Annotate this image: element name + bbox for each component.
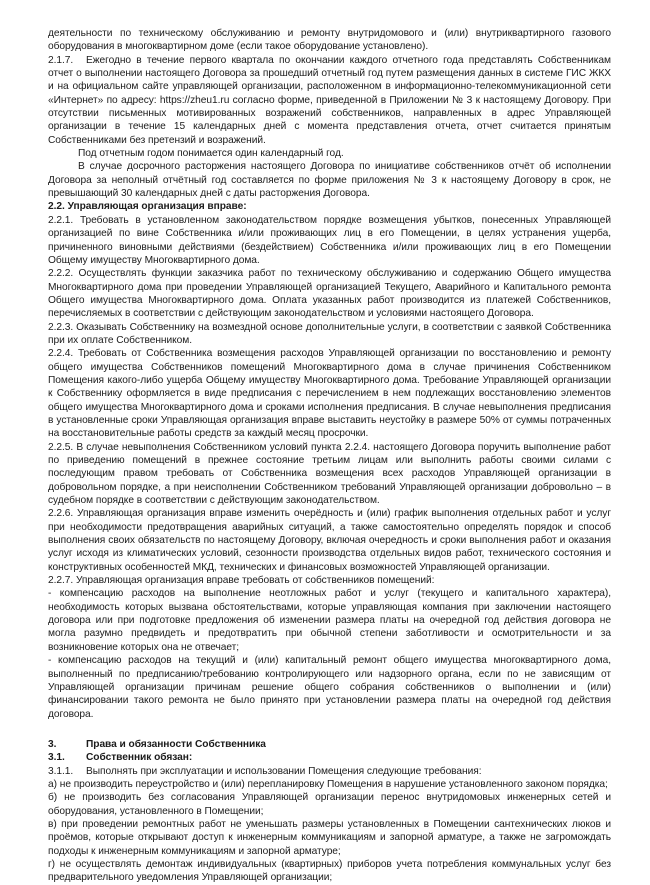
requirement-item-a: а) не производить переустройство и (или) перепланировку Помещения в нарушение установленного законом порядка; (48, 778, 608, 790)
requirement-item-v: в) при проведении ремонтных работ не уменьшать размеры установленных в Помещении сантехнических люков и проёмов, которые открывают доступ к инженерным коммуникациям и запорной арматуре, а также не загромождать подходы к инженерным коммуникациям и запорной арматуре; (48, 818, 611, 857)
clause-2-2-6: 2.2.6. Управляющая организация вправе изменить очерёдность и (или) график выполнения отдельных работ и услуг при необходимости предотвращения аварийных ситуаций, а также самостоятельно определять порядок и способ выполнения своих обязательств по настоящему Договору, включая очередность и сроки выполнения работ и оказания услуг исходя из климатических условий, сезонности производства отдельных видов работ, технического состояния и конструктивных особенностей МКД, технических и финансовых возможностей Управляющей организации. (48, 508, 611, 573)
clause-number: 2.1.7. (48, 54, 74, 66)
section-3-1-heading (48, 751, 611, 764)
requirement-item-b: б) не производить без согласования Управляющей организации перенос внутридомовых инженерных сетей и оборудования, установленного в Помещении; (48, 792, 611, 817)
clause-2-2-7-item: - компенсацию расходов на выполнение неотложных работ и услуг (текущего и капитального характера), необходимость которых вызвана обстоятельствами, которые управляющая компания при заключении настоящего договора или при подготовке предложения об изменении размера платы на очередной год действия договора не могла разумно предвидеть и предотвратить при обычной степени заботливости и осмотрительности и за возникновение которых она не отвечает; (48, 588, 611, 653)
section-2-2-heading: 2.2. Управляющая организация вправе: (48, 201, 247, 213)
requirement-item-g: г) не осуществлять демонтаж индивидуальных (квартирных) приборов учета потребления коммунальных услуг без предварительного уведомления Управляющей организации; (48, 858, 611, 884)
clause-2-2-5: 2.2.5. В случае невыполнения Собственником условий пункта 2.2.4. настоящего Договора поручить выполнение работ по приведению помещений в прежнее состояние третьим лицам или выполнить работы своими силами с последующим правом требовать от Собственника возмещения всех расходов Управляющей организации в добровольном порядке, а при неисполнении Собственником требований Управляющей организации добровольно – в судебном порядке в соответствии с действующим законодательством. (48, 441, 611, 507)
clause-2-2-4: 2.2.4. Требовать от Собственника возмещения расходов Управляющей организации по восстановлению и ремонту общего имущества Собственников помещений Многоквартирного дома в случае причинения Собственником Помещения какого-либо ущерба Общему имуществу Многоквартирного дома. Требование Управляющей организации к Собственнику оформляется в виде предписания с перечислением в нем подлежащих восстановлению элементов общего имущества Многоквартирного дома и сроками исполнения предписания. В случае невыполнения предписания в установленные сроки Управляющая организация вправе выставить неустойку в размере 50% от суммы потраченных на восстановительные работы средств за каждый месяц просрочки. (48, 348, 611, 440)
document-page (48, 27, 611, 885)
reporting-year-note: Под отчетным годом понимается один календарный год. (78, 148, 344, 160)
clause-number: 3.1.1. (48, 765, 74, 777)
section-number: 3. (48, 738, 57, 750)
clause-2-2-3: 2.2.3. Оказывать Собственнику на возмездной основе дополнительные услуги, в соответствии с заявкой Собственника при их оплате Собственником. (48, 321, 611, 346)
clause-2-2-7: 2.2.7. Управляющая организация вправе требовать от собственников помещений: (48, 575, 435, 587)
clause-2-2-2: 2.2.2. Осуществлять функции заказчика работ по техническому обслуживанию и содержанию Общего имущества Многоквартирного дома при проведении Управляющей организацией Текущего, Аварийного и Капитального ремонта Общего имущества Многоквартирного дома. Оплата указанных работ производится из платежей Собственников, перечисляемых в соответствии с действующим законодательством и условиями настоящего Договора. (48, 268, 611, 320)
clause-2-1-7 (48, 54, 611, 147)
clause-3-1-1 (48, 765, 611, 778)
early-termination-note: В случае досрочного расторжения настоящего Договора по инициативе собственников отчёт об исполнении Договора за неполный отчётный год составляется по форме приложения № 3 к настоящему Договору в срок, не превышающий 30 календарных дней с даты расторжения Договора. (48, 161, 611, 200)
section-title: Права и обязанности Собственника (86, 738, 266, 750)
clause-text: Ежегодно в течение первого квартала по окончании каждого отчетного года представлять Собственникам отчет о выполнении настоящего Договора за прошедший отчетный год путем размещения данных в системе ГИС ЖКХ и на официальном сайте управляющей организации, расположенном в информационно-телекоммуникационной сети «Интернет» по адресу: https://zheu1.ru согласно форме, приведенной в Приложении № 3 к настоящему Договору. При отсутствии письменных мотивированных возражений собственников, направленных в адрес Управляющей организации в течение 15 календарных дней с момента представления отчета, отчет считается принятым Собственниками без претензий и возражений. (48, 54, 611, 146)
intro-continuation: деятельности по техническому обслуживанию и ремонту внутридомового и (или) внутриквартирного газового оборудования в многоквартирном доме (если такое оборудование установлено). (48, 28, 611, 53)
section-spacer (48, 721, 611, 738)
section-3-heading (48, 738, 611, 751)
subsection-title: Собственник обязан: (86, 752, 193, 764)
subsection-number: 3.1. (48, 752, 65, 764)
clause-text: Выполнять при эксплуатации и использовании Помещения следующие требования: (86, 765, 482, 777)
clause-2-2-1: 2.2.1. Требовать в установленном законодательством порядке возмещения убытков, понесенных Управляющей организацией по вине Собственника и/или проживающих лиц в его Помещении, в целях устранения ущерба, причиненного виновными действиями (бездействием) Собственника и/или проживающих лиц в его Помещении Общему имуществу Многоквартирного дома. (48, 214, 611, 266)
clause-2-2-7-item: - компенсацию расходов на текущий и (или) капитальный ремонт общего имущества многоквартирного дома, выполненный по предписанию/требованию контролирующего или надзорного органа, если по не зависящим от Управляющей организации причинам решение общего собрания собственников о выполнении и (или) финансировании такого ремонта не было принято при установлении размера платы на очередной год действия договора. (48, 655, 611, 720)
